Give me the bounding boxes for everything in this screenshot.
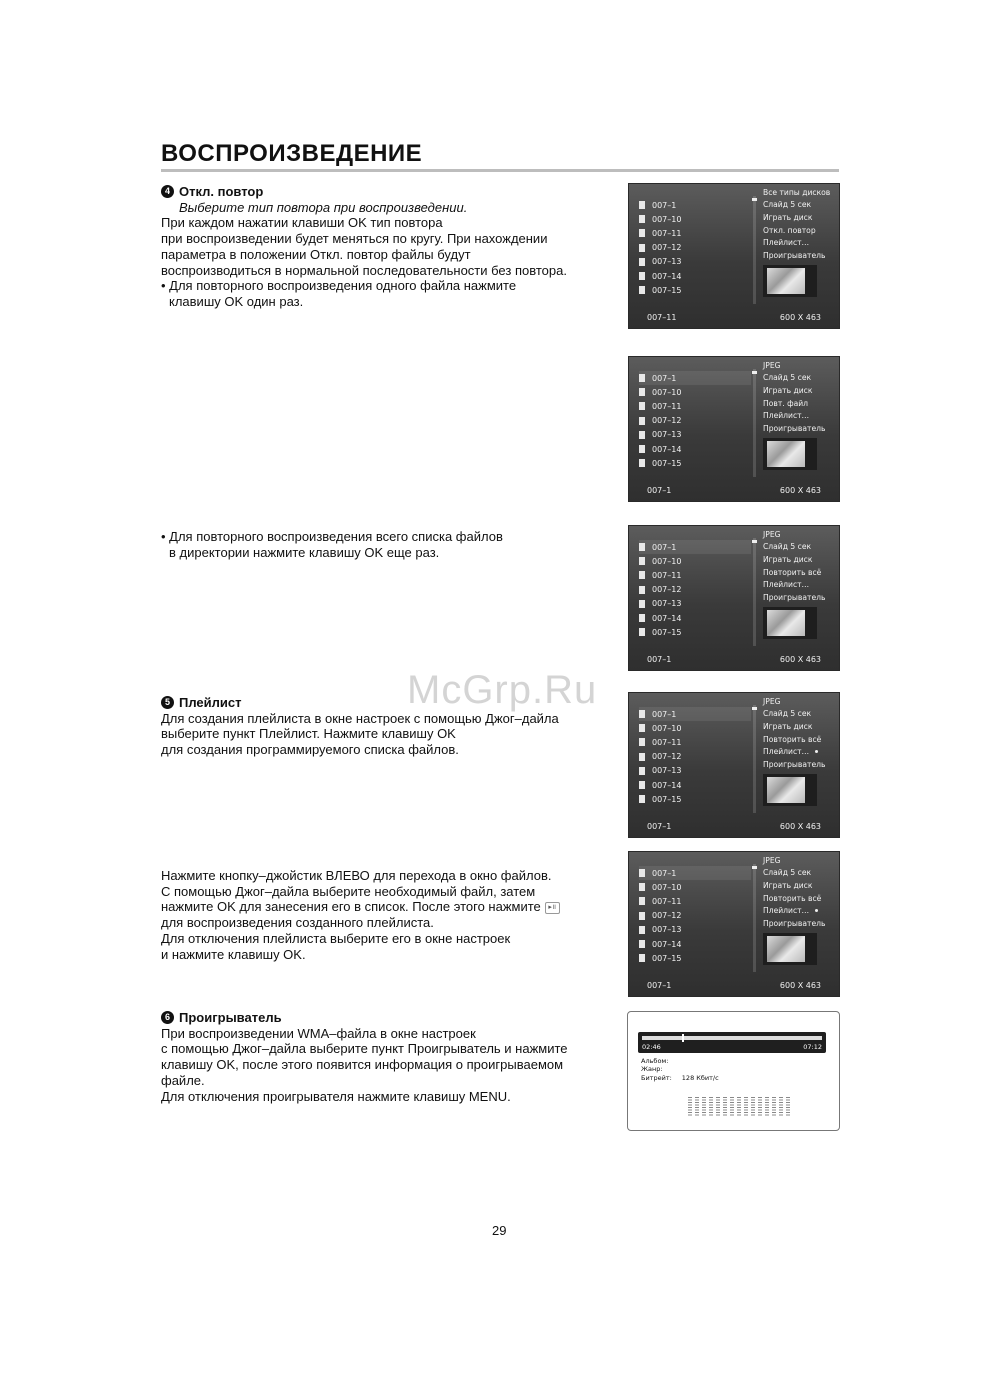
settings-menu-item[interactable] bbox=[763, 591, 839, 604]
file-icon bbox=[639, 445, 645, 453]
track-info bbox=[641, 1057, 719, 1082]
image-resolution: 600 X 463 bbox=[779, 822, 821, 831]
file-icon bbox=[639, 738, 645, 746]
osd-screen-5 bbox=[628, 851, 840, 997]
file-name: 007–14 bbox=[652, 939, 682, 949]
file-icon bbox=[639, 258, 645, 266]
file-list-item[interactable] bbox=[639, 764, 751, 778]
current-file-name: 007–1 bbox=[647, 655, 672, 664]
file-icon bbox=[639, 781, 645, 789]
bullet-repeat-all bbox=[161, 529, 601, 560]
body-line: Для отключения проигрывателя нажмите клавишу MENU. bbox=[161, 1088, 511, 1104]
file-list-item[interactable] bbox=[639, 540, 751, 554]
bitrate-label: Битрейт: bbox=[641, 1073, 672, 1082]
preview-image bbox=[767, 268, 805, 294]
menu-item-label: Слайд 5 сек bbox=[763, 542, 812, 552]
file-list-item[interactable] bbox=[639, 707, 751, 721]
page-title: ВОСПРОИЗВЕДЕНИЕ bbox=[161, 140, 423, 167]
settings-menu-item[interactable] bbox=[763, 211, 839, 224]
file-name: 007–15 bbox=[652, 627, 682, 637]
file-name: 007–15 bbox=[652, 953, 682, 963]
file-name: 007–13 bbox=[652, 766, 682, 776]
file-list-item[interactable] bbox=[639, 866, 751, 880]
file-list bbox=[639, 198, 751, 297]
body-line: для создания программируемого списка файлов. bbox=[161, 742, 459, 758]
menu-item-label: JPEG bbox=[763, 529, 781, 539]
menu-item-label: Повторить всё bbox=[763, 893, 822, 903]
file-list-scrollbar[interactable] bbox=[753, 369, 756, 477]
file-icon bbox=[639, 614, 645, 622]
file-icon bbox=[639, 724, 645, 732]
body-line: воспроизводиться в нормальной последовательности без повтора. bbox=[161, 262, 567, 278]
image-resolution: 600 X 463 bbox=[779, 313, 821, 322]
menu-item-label: Повт. файл bbox=[763, 398, 809, 408]
file-icon bbox=[639, 286, 645, 294]
preview-image bbox=[767, 441, 805, 467]
file-icon bbox=[639, 883, 645, 891]
settings-menu bbox=[763, 528, 839, 604]
settings-menu-item[interactable] bbox=[763, 422, 839, 435]
file-list-item[interactable] bbox=[639, 442, 751, 456]
file-list-item[interactable] bbox=[639, 226, 751, 240]
menu-item-label: JPEG bbox=[763, 360, 781, 370]
section-number-badge: 5 bbox=[161, 696, 174, 709]
settings-menu-item[interactable] bbox=[763, 917, 839, 930]
current-file-name: 007–11 bbox=[647, 313, 677, 322]
preview-thumbnail bbox=[763, 607, 817, 639]
settings-menu-item[interactable] bbox=[763, 249, 839, 262]
equalizer-bar bbox=[702, 1097, 706, 1117]
settings-menu-item[interactable] bbox=[763, 359, 839, 372]
file-name: 007–13 bbox=[652, 257, 682, 267]
preview-thumbnail bbox=[763, 265, 817, 297]
elapsed-time: 02:46 bbox=[642, 1043, 661, 1051]
osd-screen-3 bbox=[628, 525, 840, 671]
selected-dot-icon bbox=[815, 909, 818, 912]
file-list bbox=[639, 371, 751, 470]
file-name: 007–1 bbox=[652, 373, 677, 383]
bullet-line: в директории нажмите клавишу OK еще раз. bbox=[169, 544, 440, 560]
settings-menu bbox=[763, 186, 839, 262]
file-list-item[interactable] bbox=[639, 385, 751, 399]
total-time: 07:12 bbox=[803, 1043, 822, 1051]
genre-label: Жанр: bbox=[641, 1065, 663, 1074]
file-icon bbox=[639, 954, 645, 962]
image-resolution: 600 X 463 bbox=[779, 981, 821, 990]
settings-menu-item[interactable] bbox=[763, 879, 839, 892]
file-name: 007–10 bbox=[652, 214, 682, 224]
file-icon bbox=[639, 897, 645, 905]
bitrate-value: 128 Кбит/с bbox=[681, 1073, 719, 1082]
preview-thumbnail bbox=[763, 438, 817, 470]
menu-item-label: Плейлист… bbox=[763, 411, 810, 421]
file-name: 007–14 bbox=[652, 271, 682, 281]
menu-item-label: Проигрыватель bbox=[763, 918, 826, 928]
body-line: При каждом нажатии клавиши OK тип повтора bbox=[161, 215, 443, 231]
file-name: 007–14 bbox=[652, 780, 682, 790]
menu-item-label: JPEG bbox=[763, 855, 781, 865]
file-name: 007–11 bbox=[652, 896, 682, 906]
settings-menu-item[interactable] bbox=[763, 733, 839, 746]
file-list-item[interactable] bbox=[639, 255, 751, 269]
body-line: Для создания плейлиста в окне настроек с помощью Джог–дайла bbox=[161, 710, 559, 726]
file-list-item[interactable] bbox=[639, 792, 751, 806]
equalizer-bar bbox=[751, 1097, 755, 1117]
file-name: 007–12 bbox=[652, 243, 682, 253]
settings-menu-item[interactable] bbox=[763, 409, 839, 422]
title-divider bbox=[161, 169, 839, 172]
menu-item-label: Плейлист… bbox=[763, 580, 810, 590]
file-list-item[interactable] bbox=[639, 371, 751, 385]
equalizer-bar bbox=[744, 1097, 748, 1117]
menu-item-label: Все типы дисков bbox=[763, 187, 831, 197]
file-list-item[interactable] bbox=[639, 735, 751, 749]
file-list-item[interactable] bbox=[639, 880, 751, 894]
file-name: 007–10 bbox=[652, 387, 682, 397]
file-list-scrollbar[interactable] bbox=[753, 538, 756, 646]
file-list-item[interactable] bbox=[639, 937, 751, 951]
album-label: Альбом: bbox=[641, 1057, 669, 1065]
file-list-scrollbar[interactable] bbox=[753, 705, 756, 813]
body-line: файле. bbox=[161, 1072, 205, 1088]
menu-item-label: Играть диск bbox=[763, 721, 813, 731]
file-icon bbox=[639, 557, 645, 565]
section-player bbox=[161, 1010, 601, 1104]
file-name: 007–15 bbox=[652, 794, 682, 804]
file-icon bbox=[639, 600, 645, 608]
file-list bbox=[639, 707, 751, 806]
file-name: 007–1 bbox=[652, 709, 677, 719]
file-icon bbox=[639, 753, 645, 761]
progress-knob[interactable] bbox=[682, 1034, 684, 1042]
bullet-line: • Для повторного воспроизведения всего списка файлов bbox=[161, 529, 503, 544]
menu-item-label: Играть диск bbox=[763, 212, 813, 222]
file-name: 007–1 bbox=[652, 542, 677, 552]
image-resolution: 600 X 463 bbox=[779, 486, 821, 495]
file-name: 007–14 bbox=[652, 444, 682, 454]
file-icon bbox=[639, 402, 645, 410]
body-line: для воспроизведения созданного плейлиста. bbox=[161, 915, 434, 931]
file-name: 007–15 bbox=[652, 285, 682, 295]
watermark: McGrp.Ru bbox=[407, 668, 598, 712]
settings-menu-item[interactable] bbox=[763, 372, 839, 385]
settings-menu-item[interactable] bbox=[763, 867, 839, 880]
menu-item-label: JPEG bbox=[763, 696, 781, 706]
file-list bbox=[639, 540, 751, 639]
menu-item-label: Играть диск bbox=[763, 880, 813, 890]
menu-item-label: Проигрыватель bbox=[763, 250, 826, 260]
settings-menu-item[interactable] bbox=[763, 720, 839, 733]
equalizer-bar bbox=[688, 1097, 692, 1117]
file-list-item[interactable] bbox=[639, 568, 751, 582]
file-icon bbox=[639, 628, 645, 636]
file-name: 007–11 bbox=[652, 570, 682, 580]
current-file-name: 007–1 bbox=[647, 486, 672, 495]
body-line: с помощью Джог–дайла выберите пункт Проигрыватель и нажмите bbox=[161, 1041, 568, 1057]
file-name: 007–11 bbox=[652, 228, 682, 238]
play-pause-icon: ▸॥ bbox=[545, 902, 560, 914]
settings-menu-item[interactable] bbox=[763, 224, 839, 237]
file-icon bbox=[639, 586, 645, 594]
section-repeat bbox=[161, 184, 601, 310]
file-icon bbox=[639, 201, 645, 209]
settings-menu-item[interactable] bbox=[763, 708, 839, 721]
playlist-instructions bbox=[161, 868, 601, 962]
file-name: 007–11 bbox=[652, 737, 682, 747]
settings-menu-item[interactable] bbox=[763, 199, 839, 212]
file-name: 007–10 bbox=[652, 882, 682, 892]
selected-dot-icon bbox=[815, 750, 818, 753]
preview-image bbox=[767, 777, 805, 803]
file-icon bbox=[639, 912, 645, 920]
file-icon bbox=[639, 571, 645, 579]
file-list-scrollbar[interactable] bbox=[753, 864, 756, 972]
file-list-item[interactable] bbox=[639, 241, 751, 255]
menu-item-label: Проигрыватель bbox=[763, 759, 826, 769]
file-name: 007–12 bbox=[652, 911, 682, 921]
file-name: 007–12 bbox=[652, 416, 682, 426]
preview-image bbox=[767, 936, 805, 962]
menu-item-label: Слайд 5 сек bbox=[763, 373, 812, 383]
current-file-name: 007–1 bbox=[647, 822, 672, 831]
body-line: нажмите OK для занесения его в список. После этого нажмите ▸॥ bbox=[161, 899, 601, 915]
file-icon bbox=[639, 417, 645, 425]
body-line: выберите пункт Плейлист. Нажмите клавишу OK bbox=[161, 726, 456, 742]
equalizer-bar bbox=[730, 1097, 734, 1117]
settings-menu-item[interactable] bbox=[763, 578, 839, 591]
menu-item-label: Проигрыватель bbox=[763, 592, 826, 602]
equalizer-bar bbox=[765, 1097, 769, 1117]
file-icon bbox=[639, 869, 645, 877]
file-name: 007–1 bbox=[652, 868, 677, 878]
menu-item-label: Откл. повтор bbox=[763, 225, 816, 235]
file-icon bbox=[639, 272, 645, 280]
file-list-item[interactable] bbox=[639, 399, 751, 413]
file-name: 007–11 bbox=[652, 401, 682, 411]
settings-menu-item[interactable] bbox=[763, 528, 839, 541]
body-line: С помощью Джог–дайла выберите необходимый файл, затем bbox=[161, 883, 536, 899]
equalizer-bars bbox=[688, 1097, 790, 1117]
section-number-badge: 4 bbox=[161, 185, 174, 198]
bullet-line: • Для повторного воспроизведения одного файла нажмите bbox=[161, 278, 517, 294]
file-name: 007–13 bbox=[652, 430, 682, 440]
settings-menu-item[interactable] bbox=[763, 397, 839, 410]
equalizer-bar bbox=[772, 1097, 776, 1117]
file-icon bbox=[639, 795, 645, 803]
preview-image bbox=[767, 610, 805, 636]
body-line: Нажмите кнопку–джойстик ВЛЕВО для перехода в окно файлов. bbox=[161, 868, 552, 883]
section-heading: Плейлист bbox=[179, 695, 242, 710]
current-file-name: 007–1 bbox=[647, 981, 672, 990]
file-icon bbox=[639, 388, 645, 396]
settings-menu-item[interactable] bbox=[763, 186, 839, 199]
file-icon bbox=[639, 710, 645, 718]
section-heading: Проигрыватель bbox=[179, 1010, 282, 1025]
menu-item-label: Плейлист… bbox=[763, 747, 810, 757]
file-list-item[interactable] bbox=[639, 456, 751, 470]
file-icon bbox=[639, 926, 645, 934]
section-playlist bbox=[161, 695, 601, 758]
equalizer-bar bbox=[758, 1097, 762, 1117]
menu-item-label: Плейлист… bbox=[763, 906, 810, 916]
section-number-badge: 6 bbox=[161, 1011, 174, 1024]
file-list-item[interactable] bbox=[639, 778, 751, 792]
file-list-item[interactable] bbox=[639, 951, 751, 965]
equalizer-bar bbox=[723, 1097, 727, 1117]
file-icon bbox=[639, 459, 645, 467]
image-resolution: 600 X 463 bbox=[779, 655, 821, 664]
equalizer-bar bbox=[779, 1097, 783, 1117]
menu-item-label: Повторить всё bbox=[763, 567, 822, 577]
file-list-item[interactable] bbox=[639, 597, 751, 611]
osd-screen-4 bbox=[628, 692, 840, 838]
file-icon bbox=[639, 543, 645, 551]
equalizer-bar bbox=[737, 1097, 741, 1117]
body-line: параметра в положении Откл. повтор файлы будут bbox=[161, 246, 471, 262]
settings-menu-item[interactable] bbox=[763, 541, 839, 554]
settings-menu-item[interactable] bbox=[763, 236, 839, 249]
body-line: клавишу OK, после этого появится информация о проигрываемом bbox=[161, 1057, 564, 1073]
settings-menu bbox=[763, 854, 839, 930]
file-list-item[interactable] bbox=[639, 283, 751, 297]
menu-item-label: Играть диск bbox=[763, 554, 813, 564]
file-list-item[interactable] bbox=[639, 198, 751, 212]
progress-panel bbox=[638, 1032, 826, 1053]
file-icon bbox=[639, 229, 645, 237]
menu-item-label: Проигрыватель bbox=[763, 423, 826, 433]
body-line: при воспроизведении будет меняться по кругу. При нахождении bbox=[161, 231, 548, 247]
settings-menu-item[interactable] bbox=[763, 695, 839, 708]
osd-screen-2 bbox=[628, 356, 840, 502]
file-icon bbox=[639, 374, 645, 382]
file-icon bbox=[639, 767, 645, 775]
file-icon bbox=[639, 244, 645, 252]
osd-screen-1 bbox=[628, 183, 840, 329]
menu-item-label: Играть диск bbox=[763, 385, 813, 395]
file-list-item[interactable] bbox=[639, 414, 751, 428]
settings-menu-item[interactable] bbox=[763, 854, 839, 867]
intro-text: Выберите тип повтора при воспроизведении. bbox=[179, 199, 468, 215]
settings-menu-item[interactable] bbox=[763, 384, 839, 397]
file-name: 007–12 bbox=[652, 752, 682, 762]
body-line: Для отключения плейлиста выберите его в окне настроек bbox=[161, 930, 511, 946]
menu-item-label: Повторить всё bbox=[763, 734, 822, 744]
file-name: 007–15 bbox=[652, 458, 682, 468]
settings-menu-item[interactable] bbox=[763, 892, 839, 905]
file-list-item[interactable] bbox=[639, 269, 751, 283]
file-icon bbox=[639, 215, 645, 223]
equalizer-bar bbox=[786, 1097, 790, 1117]
preview-thumbnail bbox=[763, 933, 817, 965]
menu-item-label: Слайд 5 сек bbox=[763, 709, 812, 719]
settings-menu bbox=[763, 695, 839, 771]
settings-menu-item[interactable] bbox=[763, 745, 839, 758]
file-list-item[interactable] bbox=[639, 750, 751, 764]
file-list-item[interactable] bbox=[639, 611, 751, 625]
menu-item-label: Слайд 5 сек bbox=[763, 200, 812, 210]
file-list-item[interactable] bbox=[639, 212, 751, 226]
settings-menu-item[interactable] bbox=[763, 566, 839, 579]
file-name: 007–10 bbox=[652, 556, 682, 566]
settings-menu bbox=[763, 359, 839, 435]
body-line: При воспроизведении WMA–файла в окне настроек bbox=[161, 1025, 476, 1041]
body-line: и нажмите клавишу OK. bbox=[161, 946, 306, 962]
file-list-item[interactable] bbox=[639, 428, 751, 442]
menu-item-label: Плейлист… bbox=[763, 238, 810, 248]
bullet-line: клавишу OK один раз. bbox=[169, 293, 304, 309]
equalizer-bar bbox=[716, 1097, 720, 1117]
file-list-item[interactable] bbox=[639, 583, 751, 597]
settings-menu-item[interactable] bbox=[763, 758, 839, 771]
file-list-item[interactable] bbox=[639, 625, 751, 639]
file-name: 007–13 bbox=[652, 599, 682, 609]
settings-menu-item[interactable] bbox=[763, 904, 839, 917]
file-list-item[interactable] bbox=[639, 554, 751, 568]
file-name: 007–12 bbox=[652, 585, 682, 595]
progress-track[interactable] bbox=[642, 1036, 822, 1040]
file-icon bbox=[639, 940, 645, 948]
file-name: 007–10 bbox=[652, 723, 682, 733]
player-screen bbox=[627, 1011, 840, 1131]
file-list bbox=[639, 866, 751, 965]
file-list-item[interactable] bbox=[639, 721, 751, 735]
file-list-scrollbar[interactable] bbox=[753, 196, 756, 304]
section-heading: Откл. повтор bbox=[179, 184, 264, 199]
file-name: 007–1 bbox=[652, 200, 677, 210]
settings-menu-item[interactable] bbox=[763, 553, 839, 566]
file-list-item[interactable] bbox=[639, 909, 751, 923]
preview-thumbnail bbox=[763, 774, 817, 806]
file-name: 007–14 bbox=[652, 613, 682, 623]
file-list-item[interactable] bbox=[639, 923, 751, 937]
file-name: 007–13 bbox=[652, 925, 682, 935]
menu-item-label: Слайд 5 сек bbox=[763, 868, 812, 878]
page-number: 29 bbox=[492, 1223, 507, 1238]
equalizer-bar bbox=[695, 1097, 699, 1117]
file-list-item[interactable] bbox=[639, 894, 751, 908]
file-icon bbox=[639, 431, 645, 439]
equalizer-bar bbox=[709, 1097, 713, 1117]
